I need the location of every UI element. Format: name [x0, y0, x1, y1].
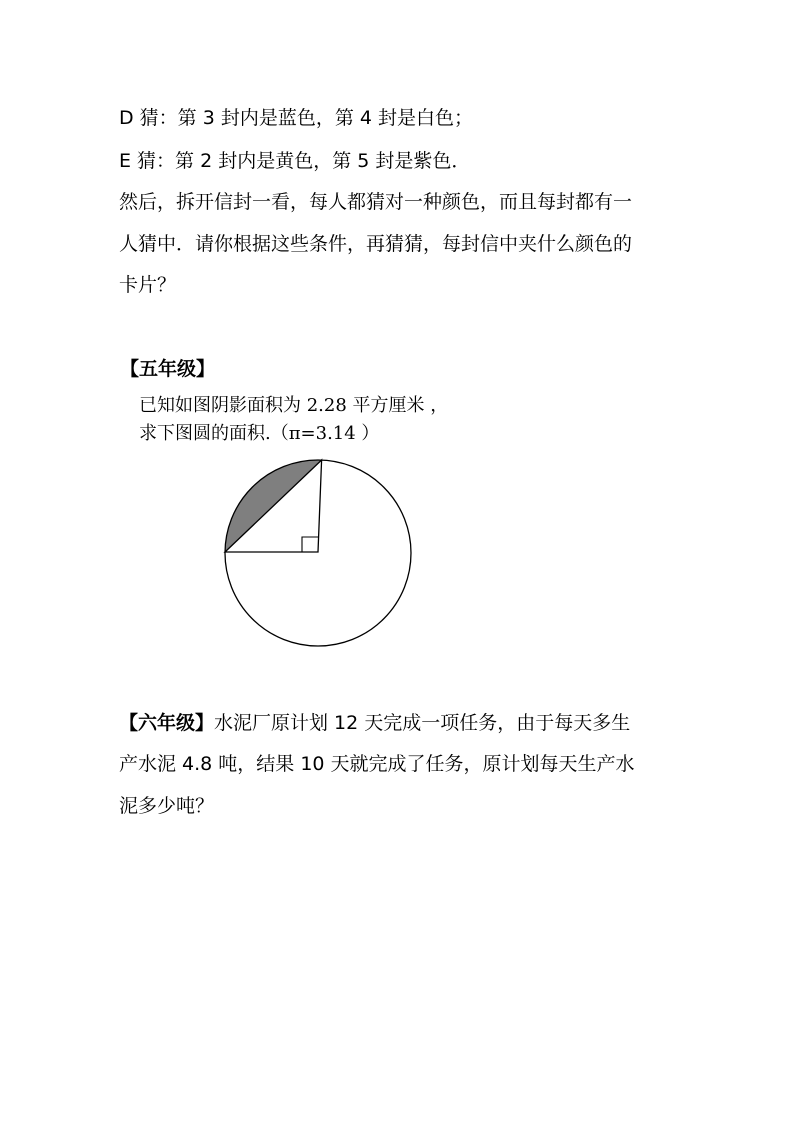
intro-line-4: 人猜中．请你根据这些条件，再猜猜，每封信中夹什么颜色的: [119, 233, 633, 255]
grade5-line-1: 已知如图阴影面积为 2.28 平方厘米 ，: [139, 395, 449, 416]
grade6-heading: 【六年级】: [119, 712, 215, 734]
grade6-line-1: [119, 711, 630, 735]
right-angle-mark: [302, 537, 318, 552]
grade5-heading: 【五年级】: [120, 358, 216, 380]
intro-line-3: 然后，拆开信封一看，每人都猜对一种颜色，而且每封都有一: [119, 191, 633, 213]
grade5-line-2: 求下图圆的面积.（π=3.14 ）: [139, 423, 380, 444]
grade6-line-2: 产水泥 4.8 吨，结果 10 天就完成了任务，原计划每天生产水: [119, 753, 635, 775]
grade6-text-1: 水泥厂原计划 12 天完成一项任务，由于每天多生: [214, 712, 631, 734]
grade6-line-3: 泥多少吨？: [119, 795, 215, 817]
intro-line-1: D 猜：第 3 封内是蓝色，第 4 封是白色；: [119, 107, 474, 129]
intro-line-2: E 猜：第 2 封内是黄色，第 5 封是紫色．: [119, 150, 471, 172]
intro-line-5: 卡片？: [119, 274, 177, 296]
circle-figure: [218, 455, 418, 650]
